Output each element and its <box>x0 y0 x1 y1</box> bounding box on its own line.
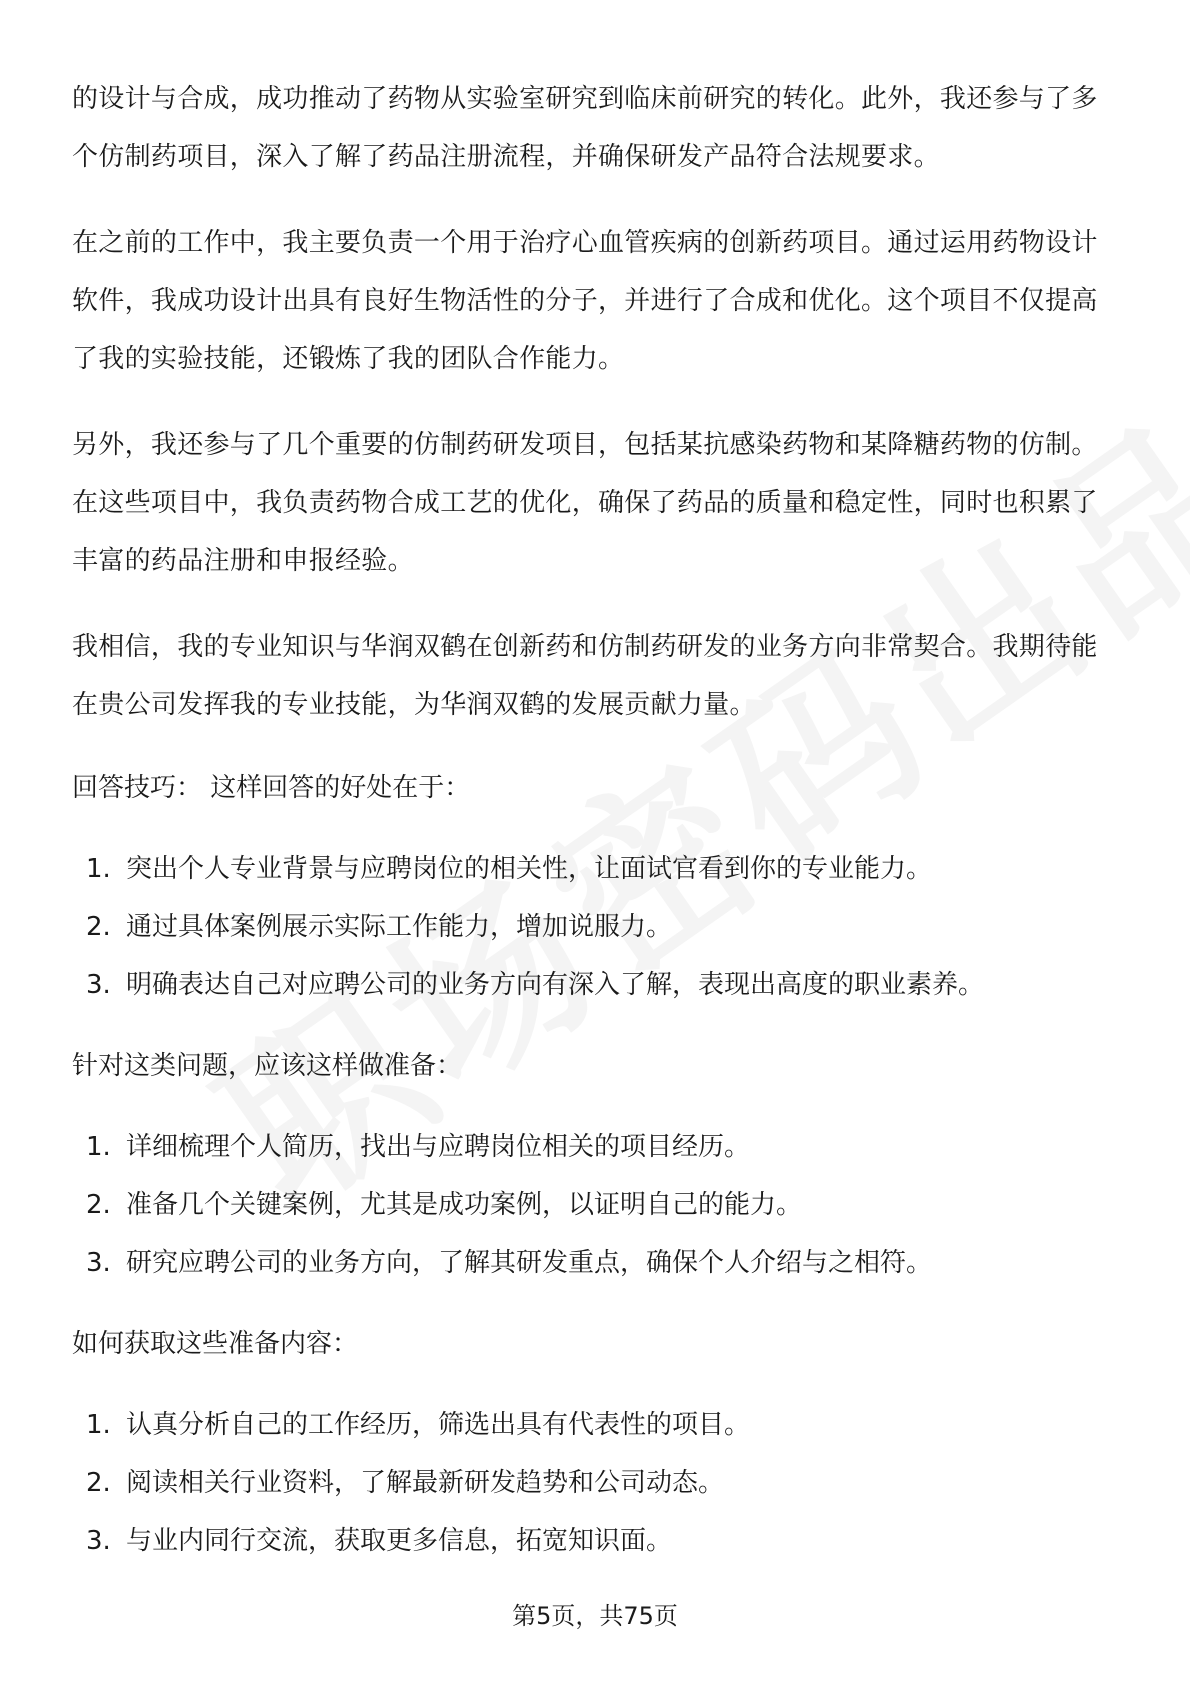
list-number: 3. <box>86 970 111 1000</box>
numbered-list <box>72 1118 1122 1292</box>
list-item <box>72 1176 1122 1234</box>
list-number: 1. <box>86 1410 111 1440</box>
document-body <box>72 70 1122 1596</box>
page-number: 第5页，共75页 <box>512 1602 678 1630</box>
paragraph: 我相信，我的专业知识与华润双鹤在创新药和仿制药研发的业务方向非常契合。我期待能在贵公司发挥我的专业技能，为华润双鹤的发展贡献力量。 <box>72 632 1098 720</box>
numbered-list <box>72 840 1122 1014</box>
list-item <box>72 1118 1122 1176</box>
list-item-text: 详细梳理个人简历，找出与应聘岗位相关的项目经历。 <box>126 1132 751 1162</box>
paragraph: 的设计与合成，成功推动了药物从实验室研究到临床前研究的转化。此外，我还参与了多个仿制药项目，深入了解了药品注册流程，并确保研发产品符合法规要求。 <box>72 84 1098 172</box>
list-item-text: 准备几个关键案例，尤其是成功案例，以证明自己的能力。 <box>126 1190 803 1220</box>
paragraph: 另外，我还参与了几个重要的仿制药研发项目，包括某抗感染药物和某降糖药物的仿制。在这些项目中，我负责药物合成工艺的优化，确保了药品的质量和稳定性，同时也积累了丰富的药品注册和申报经验。 <box>72 430 1098 576</box>
list-number: 1. <box>86 854 111 884</box>
list-item <box>72 898 1122 956</box>
list-number: 3. <box>86 1526 111 1556</box>
section-heading: 如何获取这些准备内容： <box>72 1329 359 1359</box>
section-heading: 回答技巧： 这样回答的好处在于： <box>72 773 471 803</box>
list-number: 1. <box>86 1132 111 1162</box>
list-number: 2. <box>86 1468 111 1498</box>
list-item <box>72 1234 1122 1292</box>
list-item-text: 与业内同行交流，获取更多信息，拓宽知识面。 <box>126 1526 673 1556</box>
numbered-list <box>72 1396 1122 1570</box>
list-item <box>72 840 1122 898</box>
list-number: 3. <box>86 1248 111 1278</box>
list-item-text: 阅读相关行业资料，了解最新研发趋势和公司动态。 <box>126 1468 725 1498</box>
list-number: 2. <box>86 1190 111 1220</box>
section-heading: 针对这类问题，应该这样做准备： <box>72 1051 463 1081</box>
list-item-text: 明确表达自己对应聘公司的业务方向有深入了解，表现出高度的职业素养。 <box>126 970 985 1000</box>
list-item <box>72 1396 1122 1454</box>
list-item-text: 突出个人专业背景与应聘岗位的相关性，让面试官看到你的专业能力。 <box>126 854 933 884</box>
paragraph: 在之前的工作中，我主要负责一个用于治疗心血管疾病的创新药项目。通过运用药物设计软件，我成功设计出具有良好生物活性的分子，并进行了合成和优化。这个项目不仅提高了我的实验技能，还锻炼了我的团队合作能力。 <box>72 228 1098 374</box>
list-item <box>72 1454 1122 1512</box>
list-item-text: 研究应聘公司的业务方向，了解其研发重点，确保个人介绍与之相符。 <box>126 1248 933 1278</box>
list-item <box>72 1512 1122 1570</box>
list-item-text: 通过具体案例展示实际工作能力，增加说服力。 <box>126 912 673 942</box>
list-item <box>72 956 1122 1014</box>
list-number: 2. <box>86 912 111 942</box>
list-item-text: 认真分析自己的工作经历，筛选出具有代表性的项目。 <box>126 1410 751 1440</box>
